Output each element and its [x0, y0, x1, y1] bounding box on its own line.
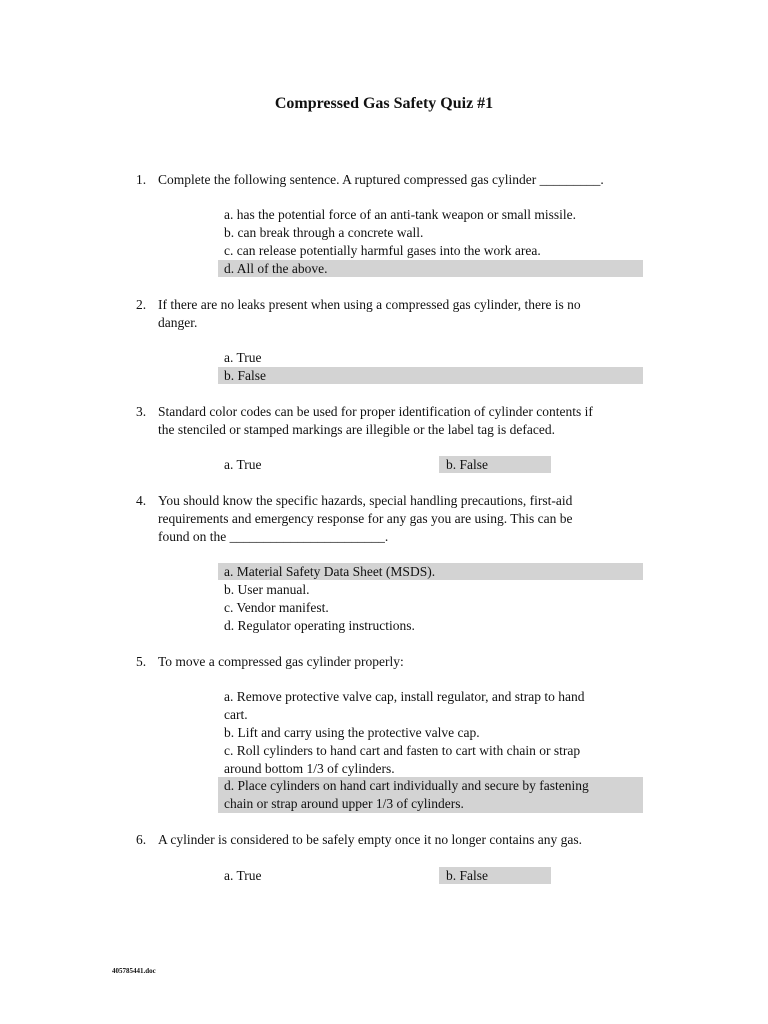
- question-text: A cylinder is considered to be safely empty once it no longer contains any gas.: [158, 832, 583, 847]
- answer-option: c. can release potentially harmful gases into the work area.: [224, 243, 541, 258]
- answer-option: a. has the potential force of an anti-tank weapon or small missile.: [224, 207, 577, 222]
- answer-option-correct: b. False: [224, 368, 266, 383]
- answer-option: a. True: [224, 457, 262, 472]
- question-number: 1.: [136, 172, 147, 187]
- answer-option: b. can break through a concrete wall.: [224, 225, 424, 240]
- question-number: 4.: [136, 493, 147, 508]
- answer-option-correct: b. False: [446, 457, 488, 472]
- answer-option: around bottom 1/3 of cylinders.: [224, 761, 395, 776]
- question-number: 3.: [136, 404, 147, 419]
- question-text: Complete the following sentence. A ruptured compressed gas cylinder _________.: [158, 172, 604, 187]
- answer-option: c. Roll cylinders to hand cart and fasten to cart with chain or strap: [224, 743, 581, 758]
- document-filename: 405785441.doc: [112, 967, 156, 975]
- answer-option: a. True: [224, 868, 262, 883]
- answer-option: b. User manual.: [224, 582, 310, 597]
- question-number: 6.: [136, 832, 147, 847]
- question-number: 5.: [136, 654, 147, 669]
- answer-option-correct: d. All of the above.: [224, 261, 328, 276]
- question-text: To move a compressed gas cylinder properly:: [158, 654, 404, 669]
- question-text: You should know the specific hazards, special handling precautions, first-aid: [158, 493, 573, 508]
- page-title: Compressed Gas Safety Quiz #1: [274, 95, 494, 112]
- question-text: If there are no leaks present when using a compressed gas cylinder, there is no: [158, 297, 581, 312]
- question-text: found on the _______________________.: [158, 529, 389, 544]
- answer-option: a. Remove protective valve cap, install regulator, and strap to hand: [224, 689, 585, 704]
- question-text: the stenciled or stamped markings are illegible or the label tag is defaced.: [158, 422, 555, 437]
- question-text: danger.: [158, 315, 198, 330]
- question-text: Standard color codes can be used for proper identification of cylinder contents if: [158, 404, 593, 419]
- answer-option: b. Lift and carry using the protective valve cap.: [224, 725, 480, 740]
- answer-option-correct: d. Place cylinders on hand cart individually and secure by fastening: [224, 778, 589, 793]
- answer-option-correct: b. False: [446, 868, 488, 883]
- question-number: 2.: [136, 297, 147, 312]
- answer-option: c. Vendor manifest.: [224, 600, 329, 615]
- answer-option-correct: chain or strap around upper 1/3 of cylinders.: [224, 796, 464, 811]
- answer-option: a. True: [224, 350, 262, 365]
- answer-option: cart.: [224, 707, 248, 722]
- question-text: requirements and emergency response for any gas you are using. This can be: [158, 511, 573, 526]
- answer-option: d. Regulator operating instructions.: [224, 618, 415, 633]
- answer-highlight-q2: [218, 367, 643, 384]
- answer-option-correct: a. Material Safety Data Sheet (MSDS).: [224, 564, 436, 579]
